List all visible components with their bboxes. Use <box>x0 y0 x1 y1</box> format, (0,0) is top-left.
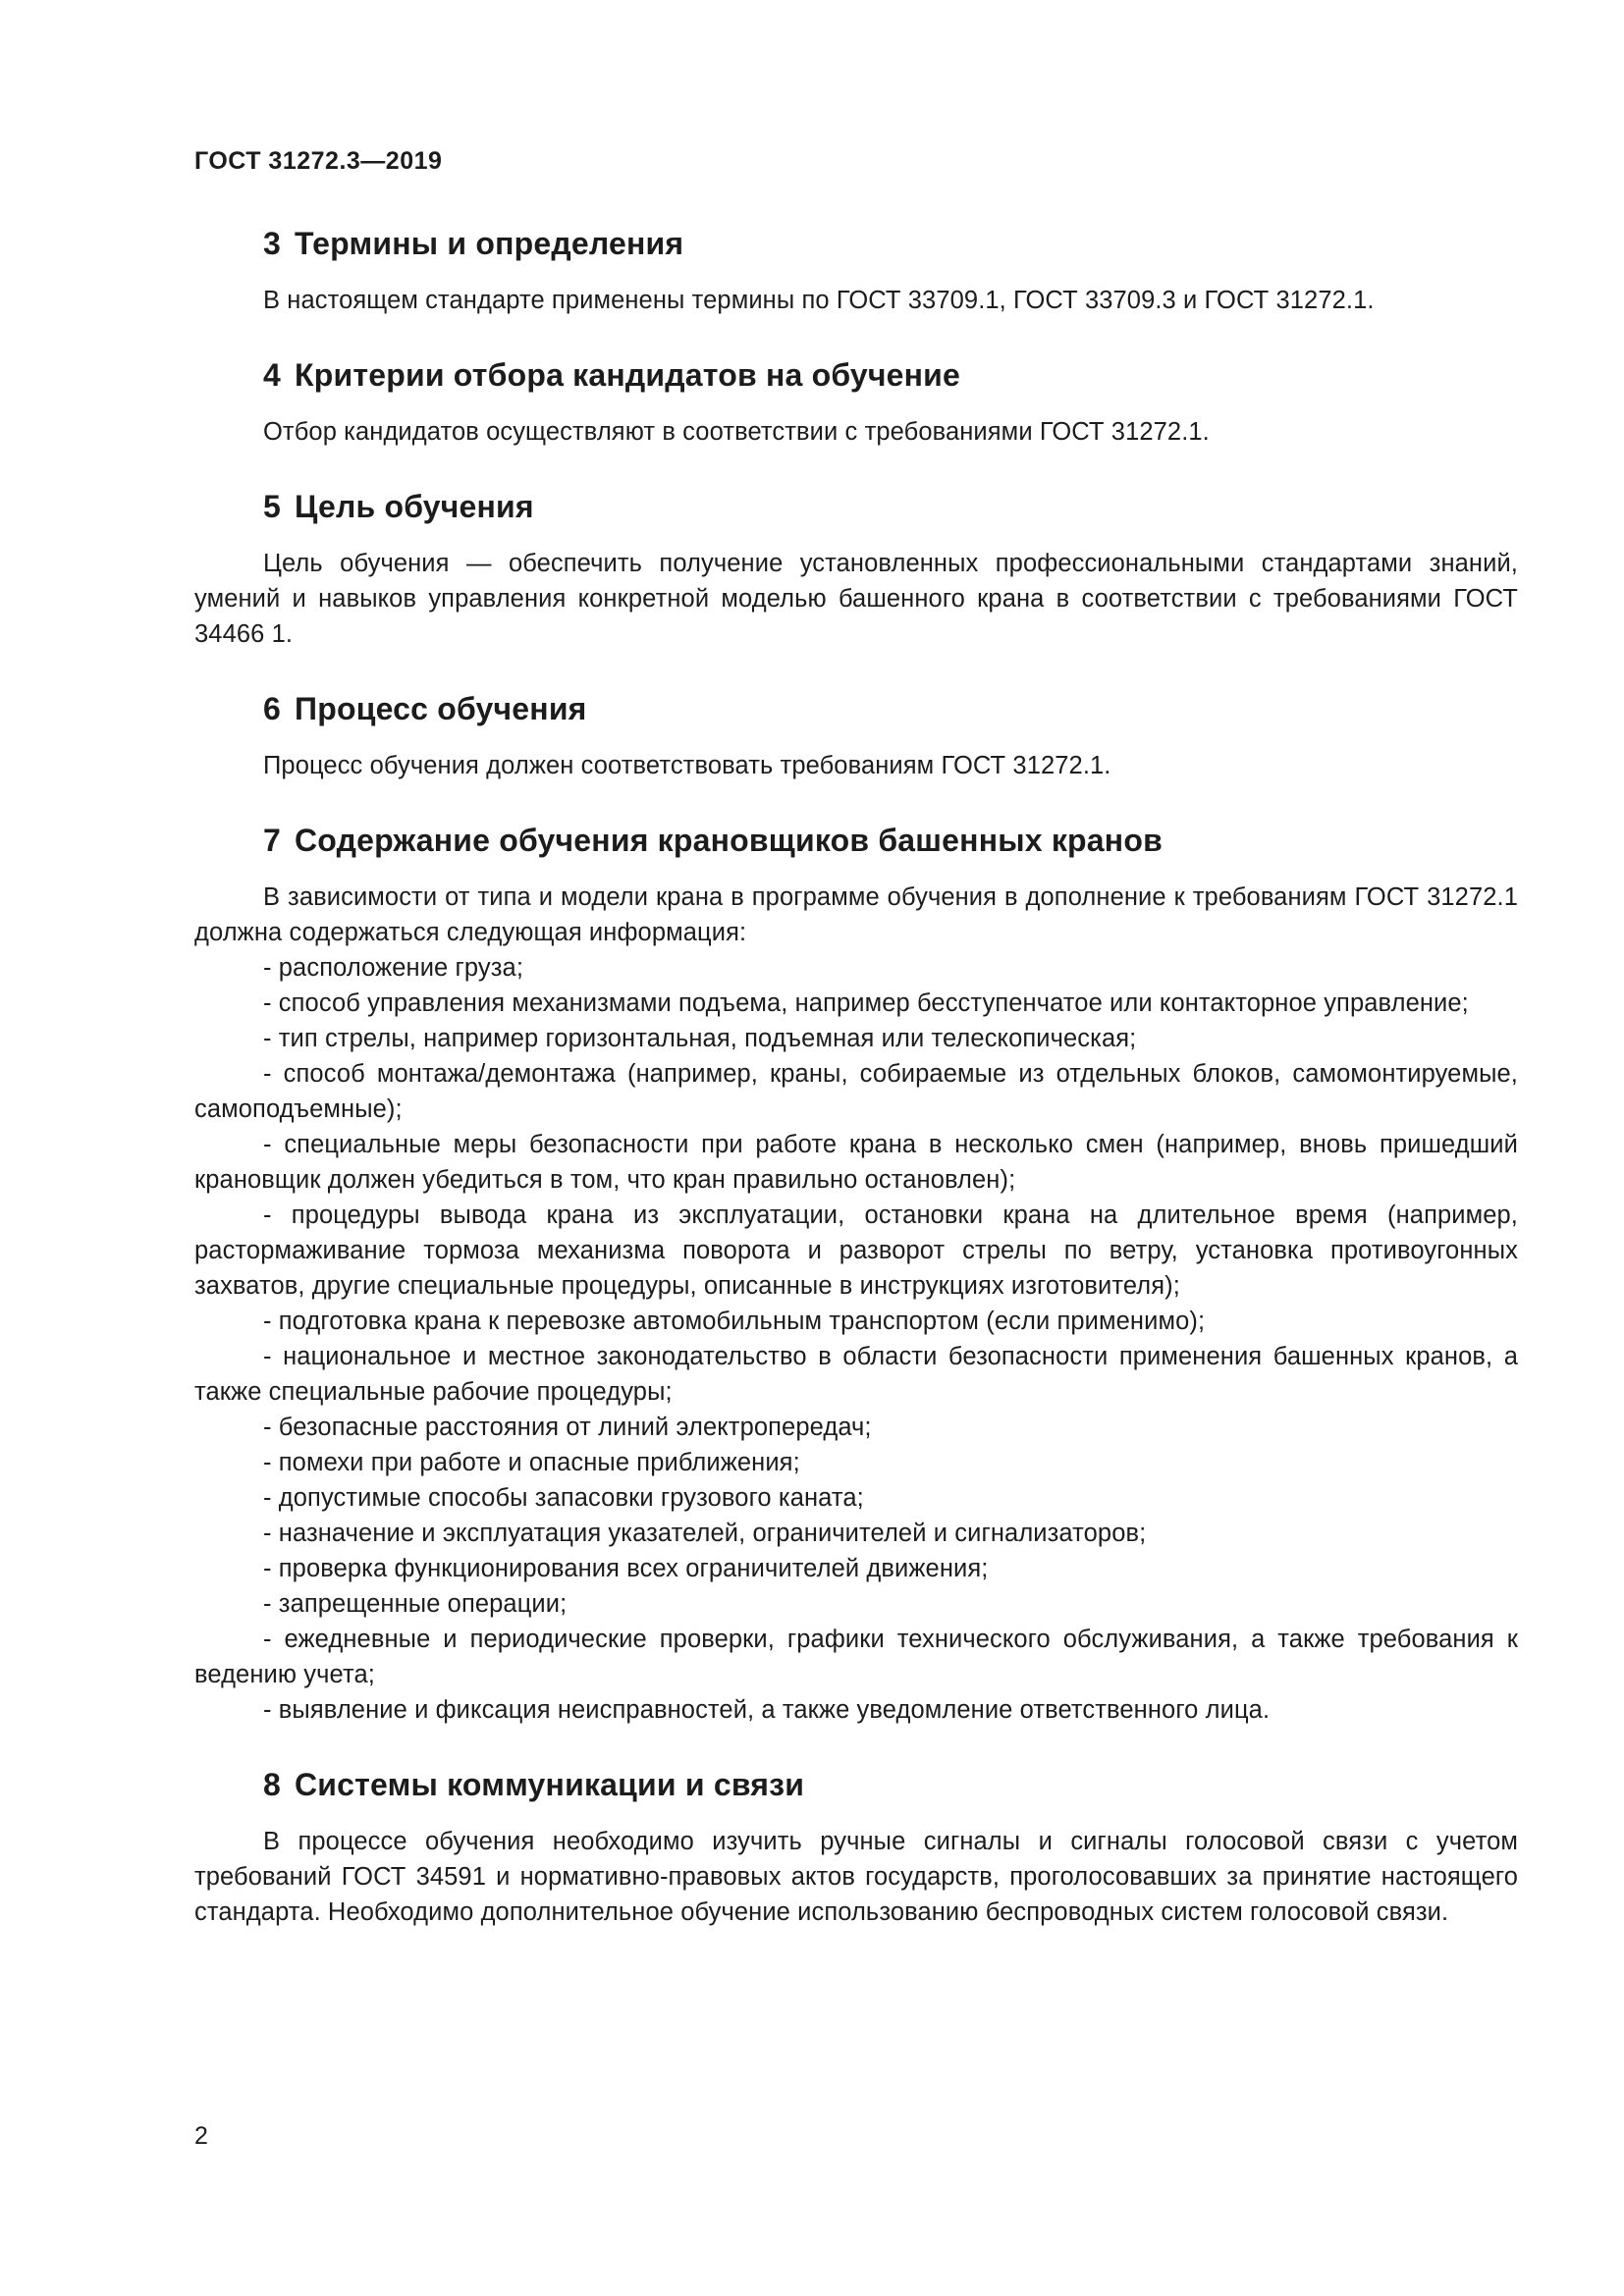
paragraph: В настоящем стандарте применены термины по ГОСТ 33709.1, ГОСТ 33709.3 и ГОСТ 31272.1. <box>263 287 1375 314</box>
section-6 <box>194 687 1518 783</box>
section-number: 3 <box>263 226 281 261</box>
section-title: Критерии отбора кандидатов на обучение <box>295 357 961 393</box>
list-item: - способ монтажа/демонтажа (например, краны, собираемые из отдельных блоков, самомонтируемые, самоподъемные); <box>194 1060 1518 1123</box>
section-number: 4 <box>263 357 281 393</box>
document-code: ГОСТ 31272.3—2019 <box>194 147 443 175</box>
section-heading <box>194 353 1518 397</box>
list-item: - назначение и эксплуатация указателей, ограничителей и сигнализаторов; <box>263 1520 1147 1547</box>
list-item: - запрещенные операции; <box>263 1590 568 1618</box>
section-5 <box>194 485 1518 652</box>
list-item: - проверка функционирования всех ограничителей движения; <box>263 1555 989 1582</box>
section-title: Системы коммуникации и связи <box>295 1767 805 1802</box>
section-number: 5 <box>263 489 281 524</box>
section-7 <box>194 819 1518 1728</box>
list-item: - национальное и местное законодательство в области безопасности применения башенных кранов, а также специальные рабочие процедуры; <box>194 1343 1518 1406</box>
section-title: Процесс обучения <box>295 691 587 726</box>
page-number: 2 <box>194 2122 208 2150</box>
section-heading <box>194 222 1518 265</box>
section-title: Содержание обучения крановщиков башенных кранов <box>295 823 1163 858</box>
section-8 <box>194 1763 1518 1930</box>
list-item: - способ управления механизмами подъема, например бесступенчатое или контакторное управление; <box>263 989 1469 1017</box>
section-heading <box>194 485 1518 528</box>
list-item: - допустимые способы запасовки грузового каната; <box>263 1484 864 1512</box>
list-item: - выявление и фиксация неисправностей, а также уведомление ответственного лица. <box>263 1696 1271 1724</box>
list-item: - тип стрелы, например горизонтальная, подъемная или телескопическая; <box>263 1025 1137 1052</box>
section-title: Цель обучения <box>295 489 534 524</box>
list-item: - специальные меры безопасности при работе крана в несколько смен (например, вновь пришедший крановщик должен убедиться в том, что кран правильно остановлен); <box>194 1131 1518 1194</box>
section-title: Термины и определения <box>295 226 684 261</box>
paragraph: В зависимости от типа и модели крана в программе обучения в дополнение к требованиям ГОСТ 31272.1 должна содержаться следующая информация: <box>194 883 1518 946</box>
list-item: - безопасные расстояния от линий электропередач; <box>263 1414 872 1441</box>
paragraph: Цель обучения — обеспечить получение установленных профессиональными стандартами знаний, умений и навыков управления конкретной моделью башенного крана в соответствии с требованиями ГОСТ 34466 1. <box>194 550 1518 648</box>
list-item: - процедуры вывода крана из эксплуатации, остановки крана на длительное время (например, растормаживание тормоза механизма поворота и разворот стрелы по ветру, установка противоугонных захватов, другие специальные процедуры, описанные в инструкциях изготовителя); <box>194 1201 1518 1300</box>
list-item: - помехи при работе и опасные приближения; <box>263 1449 800 1476</box>
section-4 <box>194 353 1518 450</box>
section-number: 7 <box>263 823 281 858</box>
section-number: 8 <box>263 1767 281 1802</box>
list-item: - подготовка крана к перевозке автомобильным транспортом (если применимо); <box>263 1308 1206 1335</box>
document-body <box>194 222 1518 1930</box>
paragraph: Отбор кандидатов осуществляют в соответствии с требованиями ГОСТ 31272.1. <box>263 418 1210 446</box>
requirements-list <box>194 950 1518 1728</box>
paragraph: В процессе обучения необходимо изучить ручные сигналы и сигналы голосовой связи с учетом требований ГОСТ 34591 и нормативно-правовых актов государств, проголосовавших за принятие настоящего стандарта. Необходимо дополнительное обучение использованию беспроводных систем голосовой связи. <box>194 1828 1518 1926</box>
list-item: - расположение груза; <box>263 954 524 982</box>
section-heading <box>194 687 1518 730</box>
paragraph: Процесс обучения должен соответствовать требованиям ГОСТ 31272.1. <box>263 752 1111 779</box>
section-3 <box>194 222 1518 318</box>
section-number: 6 <box>263 691 281 726</box>
section-heading <box>194 1763 1518 1806</box>
section-heading <box>194 819 1518 862</box>
list-item: - ежедневные и периодические проверки, графики технического обслуживания, а также требования к ведению учета; <box>194 1626 1518 1688</box>
